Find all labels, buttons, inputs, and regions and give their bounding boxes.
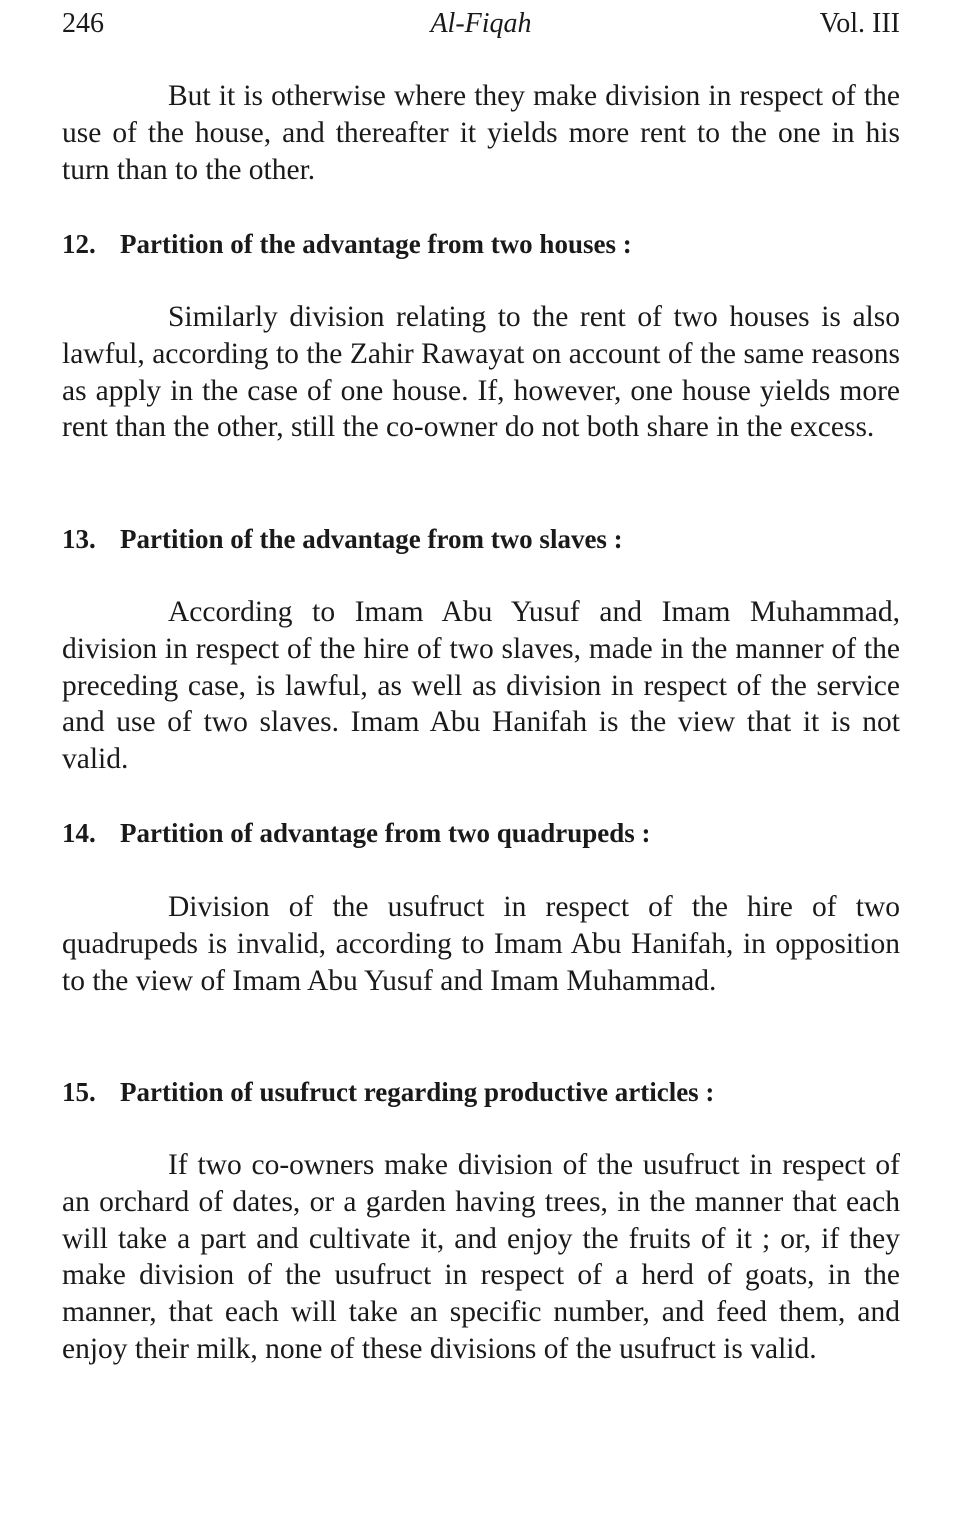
section-heading-13 — [62, 521, 623, 557]
section-number: 15. — [62, 1077, 96, 1107]
section-title: Partition of the advantage from two houses : — [120, 229, 632, 259]
page-header — [62, 0, 900, 48]
section-body-15: If two co-owners make division of the usufruct in respect of an orchard of dates, or a garden having trees, in the manner that each will take a part and cultivate it, and enjoy the fruits of it ; or, if they make division of the usufruct in respect of a herd of goats, in the manner, that each will take an specific number, and feed them, and enjoy their milk, none of these divisions of the usufruct is valid. — [62, 1149, 900, 1365]
section-body-14: Division of the usufruct in respect of the hire of two quadrupeds is invalid, according to Imam Abu Hanifah, in opposition to the view of Imam Abu Yusuf and Imam Muhammad. — [62, 891, 900, 997]
section-heading-15 — [62, 1074, 714, 1110]
book-page — [62, 0, 900, 1530]
section-heading-14 — [62, 815, 651, 851]
running-title: Al-Fiqah — [430, 8, 532, 39]
section-number: 12. — [62, 229, 96, 259]
section-title: Partition of the advantage from two slaves : — [120, 524, 623, 554]
volume-label: Vol. III — [819, 8, 900, 39]
section-body-12: Similarly division relating to the rent of two houses is also lawful, according to the Zahir Rawayat on account of the same reasons as apply in the case of one house. If, however, one house yields more rent than the other, still the co-owner do not both share in the excess. — [62, 301, 900, 444]
section-title: Partition of advantage from two quadrupeds : — [120, 818, 651, 848]
section-title: Partition of usufruct regarding productive articles : — [120, 1077, 715, 1107]
section-number: 13. — [62, 524, 96, 554]
intro-paragraph: But it is otherwise where they make division in respect of the use of the house, and thereafter it yields more rent to the one in his turn than to the other. — [62, 80, 900, 186]
section-heading-12 — [62, 226, 632, 262]
section-number: 14. — [62, 818, 96, 848]
section-body-13: According to Imam Abu Yusuf and Imam Muhammad, division in respect of the hire of two slaves, made in the manner of the preceding case, is lawful, as well as division in respect of the service and use of two slaves. Imam Abu Hanifah is the view that it is not valid. — [62, 596, 900, 776]
page-number: 246 — [62, 8, 104, 39]
